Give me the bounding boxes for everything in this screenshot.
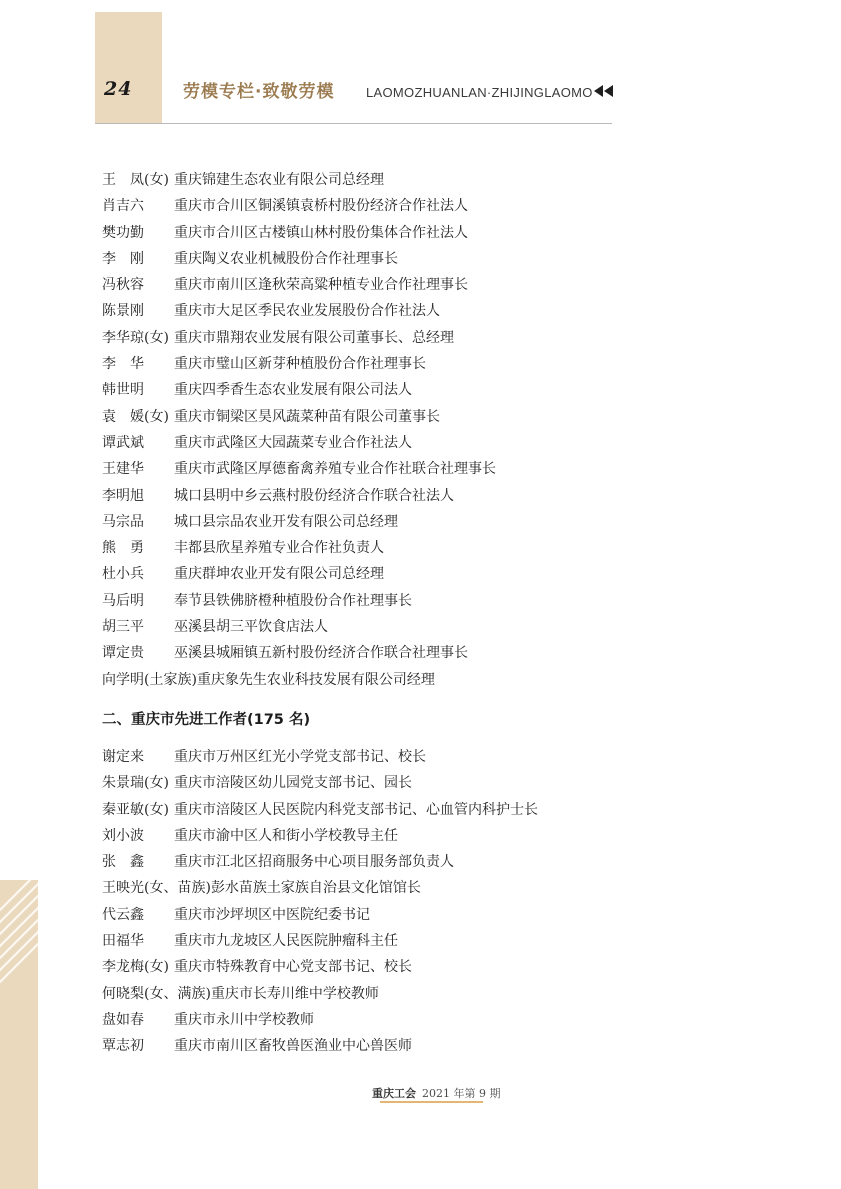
list-item: [102, 902, 538, 928]
list-item: [102, 430, 496, 456]
person-name: 肖吉六: [102, 198, 144, 215]
person-role: 重庆市鼎翔农业发展有限公司董事长、总经理: [174, 329, 454, 346]
list-item: [102, 1007, 538, 1033]
person-name: 李明旭: [102, 487, 144, 504]
section-subtitle: LAOMOZHUANLAN·ZHIJINGLAOMO: [366, 85, 593, 100]
page-tab: [95, 12, 162, 123]
person-role: 重庆市九龙坡区人民医院肿瘤科主任: [174, 933, 398, 950]
list-item: [102, 220, 496, 246]
list-item: [102, 509, 496, 535]
list-item: [102, 1033, 538, 1059]
person-name: 李 华: [102, 356, 144, 373]
list-item: [102, 456, 496, 482]
list-item: [102, 272, 496, 298]
list-item: [102, 928, 538, 954]
list-item: [102, 770, 538, 796]
person-name: 谭武斌: [102, 434, 144, 451]
person-name: 马宗品: [102, 513, 144, 530]
person-role: 重庆群坤农业开发有限公司总经理: [174, 566, 384, 583]
person-role: 巫溪县城厢镇五新村股份经济合作联合社理事长: [174, 645, 468, 662]
person-name: 李华琼(女): [102, 329, 169, 346]
person-role: 重庆象先生农业科技发展有限公司经理: [196, 671, 435, 688]
list-item: [102, 744, 538, 770]
person-role: 重庆市涪陵区幼儿园党支部书记、园长: [174, 775, 412, 792]
list-item: [102, 588, 496, 614]
list-item: [102, 640, 496, 666]
footer-brand: 重庆工会: [372, 1087, 416, 1100]
list-item: [102, 614, 496, 640]
person-name: 覃志初: [102, 1038, 144, 1055]
footer-underline: [380, 1101, 483, 1103]
person-role: 重庆市万州区红光小学党支部书记、校长: [174, 749, 426, 765]
footer: [372, 1085, 500, 1101]
person-role: 重庆市合川区铜溪镇袁桥村股份经济合作社法人: [174, 198, 468, 215]
list-item: [102, 823, 538, 849]
decorative-side-strip: [0, 880, 38, 1189]
list-item: [102, 797, 538, 823]
page-number: 24: [104, 78, 133, 100]
person-name: 代云鑫: [102, 906, 144, 923]
person-name: 盘如春: [102, 1011, 144, 1028]
list-item: [102, 193, 496, 219]
person-role: 重庆市沙坪坝区中医院纪委书记: [174, 906, 370, 923]
list-item: [102, 404, 496, 430]
header-divider: [95, 123, 612, 124]
person-name: 胡三平: [102, 619, 144, 636]
person-name: 李 刚: [102, 250, 144, 267]
person-name: 张 鑫: [102, 854, 144, 871]
section-title: 劳模专栏·致敬劳模: [183, 82, 335, 102]
person-name: 王建华: [102, 461, 144, 478]
person-name: 谢定来: [102, 749, 144, 765]
person-role: 重庆市南川区逢秋荣高粱种植专业合作社理事长: [174, 277, 468, 294]
person-role: 重庆陶义农业机械股份合作社理事长: [174, 250, 398, 267]
person-name: 王 凤(女): [102, 172, 169, 188]
person-name: 熊 勇: [102, 540, 144, 557]
list-item: [102, 875, 538, 901]
list-item: [102, 351, 496, 377]
person-name: 秦亚敏(女): [102, 801, 169, 818]
list-item: [102, 535, 496, 561]
list-item: [102, 298, 496, 324]
person-name: 王映光(女、苗族): [102, 880, 211, 897]
list-item: [102, 325, 496, 351]
person-role: 城口县宗品农业开发有限公司总经理: [174, 513, 398, 530]
person-name: 何晓梨(女、满族): [102, 985, 211, 1002]
person-role: 重庆市大足区季民农业发展股份合作社法人: [174, 303, 440, 320]
person-role: 奉节县铁佛脐橙种植股份合作社理事长: [174, 592, 412, 609]
person-name: 李龙梅(女): [102, 959, 169, 976]
honoree-list-a: [102, 167, 496, 693]
list-item: [102, 981, 538, 1007]
person-name: 谭定贵: [102, 645, 144, 662]
person-name: 刘小波: [102, 827, 144, 844]
person-name: 杜小兵: [102, 566, 144, 583]
rewind-icon: [594, 85, 614, 97]
person-role: 重庆四季香生态农业发展有限公司法人: [174, 382, 412, 399]
person-name: 樊功勤: [102, 224, 144, 241]
list-item: [102, 483, 496, 509]
person-name: 陈景刚: [102, 303, 144, 320]
person-role: 巫溪县胡三平饮食店法人: [174, 619, 328, 636]
diagonal-stripes-pattern: [0, 880, 38, 1189]
footer-issue: 2021 年第 9 期: [422, 1087, 501, 1100]
list-item: [102, 167, 496, 193]
person-role: 重庆市武隆区厚德畜禽养殖专业合作社联合社理事长: [174, 461, 496, 478]
person-name: 韩世明: [102, 382, 144, 399]
person-role: 重庆市武隆区大园蔬菜专业合作社法人: [174, 434, 412, 451]
person-role: 丰都县欣星养殖专业合作社负责人: [174, 540, 384, 557]
list-item: [102, 377, 496, 403]
person-role: 彭水苗族土家族自治县文化馆馆长: [210, 880, 421, 897]
person-role: 重庆锦建生态农业有限公司总经理: [174, 172, 384, 188]
person-role: 重庆市铜梁区昊风蔬菜种苗有限公司董事长: [174, 408, 440, 425]
list-item: [102, 849, 538, 875]
list-item: [102, 954, 538, 980]
person-role: 重庆市渝中区人和街小学校教导主任: [174, 827, 398, 844]
person-role: 重庆市南川区畜牧兽医渔业中心兽医师: [174, 1038, 412, 1055]
person-name: 冯秋容: [102, 277, 144, 294]
person-role: 重庆市江北区招商服务中心项目服务部负责人: [174, 854, 454, 871]
person-name: 田福华: [102, 933, 144, 950]
person-role: 重庆市特殊教育中心党支部书记、校长: [174, 959, 412, 976]
person-name: 朱景瑞(女): [102, 775, 169, 792]
list-item: [102, 246, 496, 272]
person-name: 马后明: [102, 592, 144, 609]
list-item: [102, 667, 496, 693]
person-name: 袁 媛(女): [102, 408, 169, 425]
person-role: 重庆市涪陵区人民医院内科党支部书记、心血管内科护士长: [174, 801, 538, 818]
list-item: [102, 561, 496, 587]
honoree-list-b: [102, 744, 538, 1060]
person-role: 重庆市永川中学校教师: [174, 1011, 314, 1028]
section-2-heading: 二、重庆市先进工作者(175 名): [102, 712, 311, 728]
person-role: 城口县明中乡云燕村股份经济合作联合社法人: [174, 487, 454, 504]
person-role: 重庆市合川区古楼镇山林村股份集体合作社法人: [174, 224, 468, 241]
person-role: 重庆市璧山区新芽种植股份合作社理事长: [174, 356, 426, 373]
person-name: 向学明(土家族): [102, 671, 197, 688]
person-role: 重庆市长寿川维中学校教师: [210, 985, 379, 1002]
